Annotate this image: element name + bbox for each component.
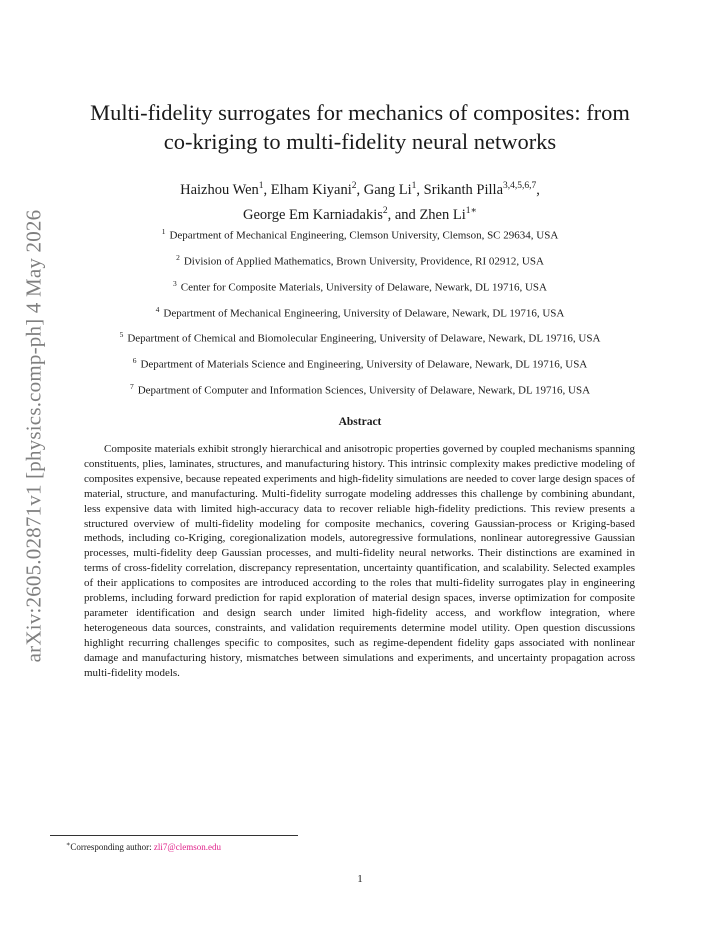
affiliation-list [40, 221, 680, 402]
author-list [60, 176, 660, 226]
author-line-1 [60, 176, 660, 201]
affiliation-text: Department of Mechanical Engineering, University of Delaware, Newark, DL 19716, USA [163, 307, 565, 320]
affiliation-number: 2 [176, 252, 180, 262]
affiliation-item [40, 299, 680, 325]
affiliation-text: Division of Applied Mathematics, Brown University, Providence, RI 02912, USA [183, 255, 544, 268]
author-email-link[interactable]: zli7@clemson.edu [153, 842, 221, 852]
author-affiliation-marker: 2 [351, 181, 357, 191]
author-affiliation-marker: 3,4,5,6,7 [503, 181, 537, 191]
author-separator: , [263, 181, 271, 198]
footnote-rule [50, 835, 298, 836]
affiliation-number: 1 [161, 227, 166, 236]
affiliation-number: 4 [155, 304, 160, 314]
author-name: Zhen Li [419, 206, 466, 223]
author-separator: , and [387, 206, 420, 223]
author-affiliation-marker: 2 [382, 205, 388, 216]
affiliation-number: 3 [173, 278, 177, 288]
page-number: 1 [357, 873, 363, 885]
author-separator: , [356, 181, 364, 198]
author-name: Elham Kiyani [270, 181, 352, 198]
affiliation-text: Department of Materials Science and Engineering, University of Delaware, Newark, DL 19716, USA [140, 358, 588, 371]
author-affiliation-marker: 1 [258, 181, 264, 191]
affiliation-number: 6 [132, 356, 137, 366]
corresponding-author-footnote [66, 840, 221, 852]
affiliation-text: Department of Chemical and Biomolecular Engineering, University of Delaware, Newark, DL 19716, USA [127, 333, 601, 346]
author-separator: , [416, 181, 424, 198]
affiliation-text: Center for Composite Materials, University of Delaware, Newark, DL 19716, USA [180, 281, 547, 294]
affiliation-item [40, 324, 680, 350]
author-affiliation-marker: 1 [411, 181, 417, 191]
footnote-marker: ∗ [66, 841, 71, 848]
affiliation-number: 5 [119, 330, 124, 340]
author-name: George Em Karniadakis [243, 206, 383, 223]
author-name: Haizhou Wen [180, 181, 259, 198]
affiliation-item [40, 273, 680, 299]
author-affiliation-marker: 1∗ [465, 205, 477, 216]
paper-title [60, 98, 660, 156]
author-name: Gang Li [363, 181, 412, 198]
arxiv-identifier: arXiv:2605.02871v1 [physics.comp-ph] 4 May 2026 [21, 209, 46, 663]
author-separator: , [536, 181, 540, 198]
affiliation-item [40, 221, 680, 247]
affiliation-text: Department of Mechanical Engineering, Clemson University, Clemson, SC 29634, USA [169, 229, 559, 242]
abstract-text: Composite materials exhibit strongly hierarchical and anisotropic properties governed by coupled mechanisms spanning constituents, plies, laminates, structures, and manufacturing history. This intrinsic complexity makes predictive modeling of composites expensive, because repeated experiments and high-fidelity simulations are needed to cover large design spaces of material, structure, and manufacturing. Multi-fidelity surrogate modeling addresses this challenge by combining abundant, less expensive data with limited high-accuracy data to recover reliable high-fidelity predictions. This review presents a structured overview of multi-fidelity modeling for composite mechanics, covering Gaussian-process or Kriging-based methods, including co-Kriging, coregionalization models, autoregressive formulations, nonlinear autoregressive Gaussian processes, multi-fidelity deep Gaussian processes, and multi-fidelity neural networks. Their distinctions are examined in terms of cross-fidelity correlation, discrepancy representation, uncertainty quantification, and scalability. Selected examples of their applications to composites are introduced according to the roles that multi-fidelity surrogates play in engineering problems, including forward prediction for rapid exploration of material design spaces, inverse optimization for composite parameter identification and design search under limited high-fidelity access, and workflow integration, where heterogeneous data sources, constraints, and validation requirements determine model utility. Open question discussions highlight recurring challenges specific to composites, such as regime-dependent fidelity gaps associated with nonlinear damage and manufacturing history, mismatches between simulations and experiments, and uncertainty propagation across multi-fidelity models. [84, 443, 635, 679]
abstract-heading: Abstract [338, 416, 382, 428]
footnote-label: Corresponding author: [70, 842, 154, 852]
title-line-2: co-kriging to multi-fidelity neural networks [163, 129, 557, 154]
affiliation-item [40, 350, 680, 376]
affiliation-number: 7 [129, 382, 134, 392]
affiliation-item [40, 376, 680, 402]
affiliation-text: Department of Computer and Information Sciences, University of Delaware, Newark, DL 19716, USA [137, 384, 591, 397]
affiliation-item [40, 247, 680, 273]
author-name: Srikanth Pilla [423, 181, 504, 198]
title-line-1: Multi-fidelity surrogates for mechanics of composites: from [90, 100, 630, 125]
